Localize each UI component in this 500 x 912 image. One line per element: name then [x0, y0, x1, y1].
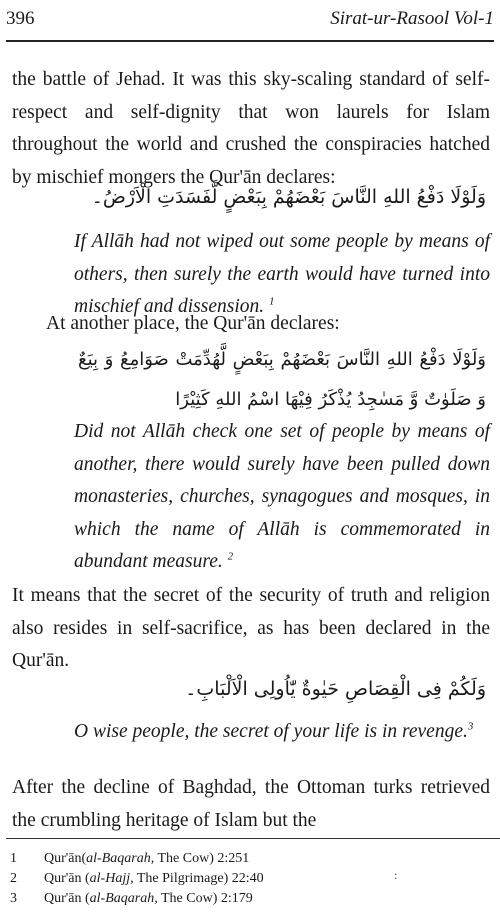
footnote-italic: al-Baqarah, — [89, 891, 158, 906]
footnote-number: 2 — [10, 871, 17, 886]
page-number: 396 — [6, 8, 35, 29]
paragraph-4: After the decline of Baghdad, the Ottoman turks retrieved the crumbling heritage of Islam but the — [12, 777, 490, 831]
paragraph-1: the battle of Jehad. It was this sky-scaling standard of self-respect and self-dignity that won laurels for Islam throughout the world and crushed the conspiracies hatched by mischief mongers the Qur'ān declares: — [12, 69, 490, 188]
footnote-text: Qur'ān( — [44, 851, 87, 866]
quote-3 — [74, 716, 490, 749]
footnote-number: 3 — [10, 891, 17, 906]
paragraph-3: It means that the secret of the security of truth and religion also resides in self-sacrifice, as has been declared in the Qur'ān. — [12, 585, 490, 671]
quote-3-text: O wise people, the secret of your life is in revenge. — [74, 721, 468, 742]
paragraph-2: At another place, the Qur'ān declares: — [46, 313, 340, 334]
arabic-verse-1: وَلَوْلَا دَفْعُ اللهِ النَّاسَ بَعْضَهُمْ بِبَعْضٍ لَّفَسَدَتِ الْاَرْضُ۔ — [91, 186, 486, 208]
footnote-number: 1 — [10, 851, 17, 866]
footnote-1 — [10, 850, 249, 867]
footnote-text: The Cow) 2:251 — [154, 851, 250, 866]
running-title: Sirat-ur-Rasool Vol-1 — [330, 8, 494, 29]
quote-2 — [74, 416, 490, 579]
footnote-text: The Cow) 2:179 — [157, 891, 253, 906]
footnote-rule — [6, 838, 500, 839]
arabic-verse-2: وَلَوْلَا دَفْعُ اللهِ النَّاسَ بَعْضَهُمْ بِبَعْضٍ لَّهُدِّمَتْ صَوَامِعُ وَ بِيَعٌ وَ صَلَوٰتٌ وَّ مَسٰجِدُ يُذْكَرُ فِيْهَا اسْمُ اللهِ كَثِيْرًا — [78, 349, 486, 410]
footnote-text: The Pilgrimage) 22:40 — [133, 871, 264, 886]
footnote-italic: al-Baqarah, — [86, 851, 155, 866]
footnote-text: Qur'ān ( — [44, 891, 90, 906]
footnote-ref-2: 2 — [227, 550, 234, 563]
page-header — [6, 6, 494, 42]
footnote-3 — [10, 890, 253, 907]
margin-mark: : — [394, 868, 398, 882]
footnote-ref-3: 3 — [467, 720, 474, 733]
quote-1-text: If Allāh had not wiped out some people by means of others, then surely the earth would have turned into mischief and dissension. — [74, 231, 490, 317]
footnote-italic: al-Hajj, — [89, 871, 134, 886]
footnote-2 — [10, 870, 264, 887]
arabic-verse-3: وَلَكُمْ فِى الْقِصَاصِ حَيٰوةٌ يّٰاُولِى الْاَلْبَابِ۔ — [185, 678, 486, 700]
footnote-text: Qur'ān ( — [44, 871, 90, 886]
footnote-ref-1: 1 — [269, 295, 275, 308]
quote-2-text: Did not Allāh check one set of people by means of another, there would surely have been pulled down monasteries, churches, synagogues and mosques, in which the name of Allāh is commemorated in abundant measure. — [74, 421, 490, 572]
